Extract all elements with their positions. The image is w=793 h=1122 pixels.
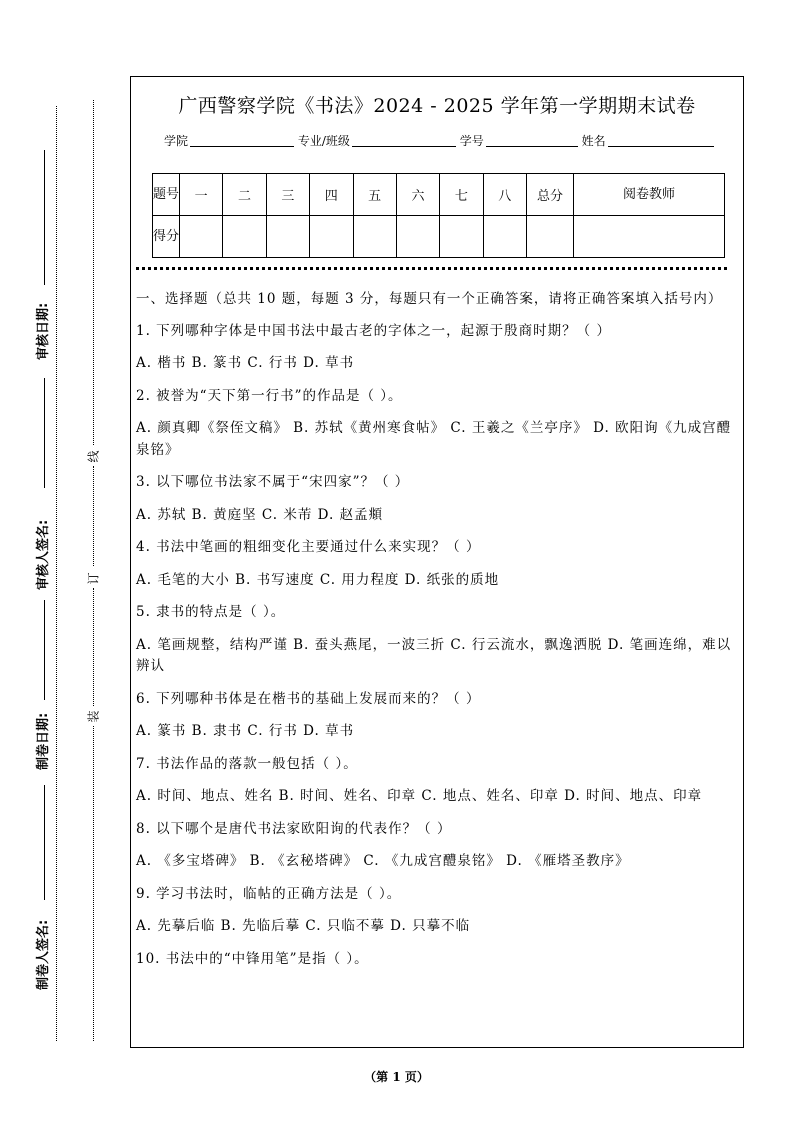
exam-title: 广西警察学院《书法》2024 - 2025 学年第一学期期末试卷 bbox=[178, 95, 696, 117]
col-grader: 阅卷教师 bbox=[574, 174, 725, 216]
college-label: 学院 bbox=[164, 134, 189, 148]
score-cell[interactable] bbox=[266, 216, 309, 258]
question-text: 6. 下列哪种书体是在楷书的基础上发展而来的？（ ） bbox=[136, 690, 481, 707]
dotted-separator bbox=[136, 267, 727, 270]
question-text: 4. 书法中笔画的粗细变化主要通过什么来实现？（ ） bbox=[136, 539, 481, 555]
questions-content bbox=[136, 289, 740, 981]
maker-date-label: 制卷日期: bbox=[36, 712, 51, 770]
score-table bbox=[152, 173, 725, 258]
col-8: 八 bbox=[483, 174, 526, 216]
question-options: A. 毛笔的大小 B. 书写速度 C. 用力程度 D. 纸张的质地 bbox=[136, 571, 500, 588]
question-options: A. 笔画规整，结构严谨 B. 蚕头燕尾，一波三折 C. 行云流水，飘逸洒脱 D. 笔画连绵，难以辨认 bbox=[136, 636, 732, 674]
col-5: 五 bbox=[353, 174, 396, 216]
score-cell[interactable] bbox=[310, 216, 353, 258]
question-options: A. 《多宝塔碑》 B. 《玄秘塔碑》 C. 《九成宫醴泉铭》 D. 《雁塔圣教序》 bbox=[136, 853, 630, 869]
col-6: 六 bbox=[396, 174, 439, 216]
score-cell[interactable] bbox=[396, 216, 439, 258]
question-options: A. 篆书 B. 隶书 C. 行书 D. 草书 bbox=[136, 723, 355, 739]
question-options: A. 楷书 B. 篆书 C. 行书 D. 草书 bbox=[136, 355, 355, 371]
col-4: 四 bbox=[310, 174, 353, 216]
name-label: 姓名 bbox=[581, 134, 606, 148]
major-class-label: 专业/班级 bbox=[297, 134, 350, 148]
score-cell[interactable] bbox=[180, 216, 223, 258]
question-text: 9. 学习书法时，临帖的正确方法是（ ）。 bbox=[136, 885, 402, 902]
score-label: 得分 bbox=[153, 216, 180, 258]
student-info-row bbox=[164, 132, 714, 149]
reviewer-sign-label: 审核人签名: bbox=[36, 519, 51, 590]
score-cell[interactable] bbox=[223, 216, 266, 258]
binding-char-order: 订 bbox=[86, 572, 101, 585]
question-text: 8. 以下哪个是唐代书法家欧阳询的代表作？（ ） bbox=[136, 820, 452, 837]
maker-sign-label: 制卷人签名: bbox=[36, 919, 51, 990]
score-table-score-row bbox=[153, 216, 725, 258]
student-id-label: 学号 bbox=[459, 134, 484, 148]
col-3: 三 bbox=[266, 174, 309, 216]
name-field[interactable] bbox=[608, 134, 714, 147]
binding-char-install: 装 bbox=[86, 710, 101, 723]
score-table-header-row bbox=[153, 174, 725, 216]
col-7: 七 bbox=[440, 174, 483, 216]
student-id-field[interactable] bbox=[486, 134, 578, 147]
col-1: 一 bbox=[180, 174, 223, 216]
binding-dotted-line-top bbox=[93, 100, 94, 445]
binding-dotted-line-mid bbox=[93, 466, 94, 566]
question-text: 10. 书法中的“中锋用笔”是指（ ）。 bbox=[136, 950, 369, 967]
binding-char-line: 线 bbox=[86, 450, 101, 463]
sidebar-dotted-line-outer bbox=[56, 106, 57, 1041]
binding-dotted-line-bottom bbox=[93, 726, 94, 1041]
binding-dotted-line-mid2 bbox=[93, 588, 94, 706]
sidebar-sign-line-4 bbox=[44, 785, 45, 900]
exam-frame bbox=[130, 76, 744, 1048]
section-heading: 一、选择题（总共 10 题，每题 3 分，每题只有一个正确答案，请将正确答案填入括号内） bbox=[136, 291, 723, 307]
question-options: A. 颜真卿《祭侄文稿》 B. 苏轼《黄州寒食帖》 C. 王羲之《兰亭序》 D. 欧阳询《九成宫醴泉铭》 bbox=[136, 420, 732, 458]
question-text: 5. 隶书的特点是（ ）。 bbox=[136, 604, 286, 620]
col-total: 总分 bbox=[527, 174, 574, 216]
question-text: 2. 被誉为“天下第一行书”的作品是（ ）。 bbox=[136, 387, 403, 404]
question-text: 3. 以下哪位书法家不属于“宋四家”？（ ） bbox=[136, 474, 410, 490]
sidebar-sign-line-1 bbox=[44, 150, 45, 285]
question-options: A. 时间、地点、姓名 B. 时间、姓名、印章 C. 地点、姓名、印章 D. 时间、地点、印章 bbox=[136, 788, 703, 804]
sidebar-sign-line-3 bbox=[44, 600, 45, 700]
college-field[interactable] bbox=[190, 134, 294, 147]
question-text: 1. 下列哪种字体是中国书法中最古老的字体之一，起源于殷商时期？（ ） bbox=[136, 322, 611, 339]
review-date-label: 审核日期: bbox=[36, 302, 51, 360]
page-number: （第 1 页） bbox=[364, 1070, 429, 1084]
question-number-label: 题号 bbox=[153, 174, 180, 216]
question-options: A. 苏轼 B. 黄庭坚 C. 米芾 D. 赵孟頫 bbox=[136, 506, 384, 523]
score-cell[interactable] bbox=[353, 216, 396, 258]
question-options: A. 先摹后临 B. 先临后摹 C. 只临不摹 D. 只摹不临 bbox=[136, 918, 471, 934]
score-cell[interactable] bbox=[440, 216, 483, 258]
col-2: 二 bbox=[223, 174, 266, 216]
question-text: 7. 书法作品的落款一般包括（ ）。 bbox=[136, 755, 358, 772]
score-cell[interactable] bbox=[527, 216, 574, 258]
major-class-field[interactable] bbox=[352, 134, 456, 147]
sidebar-sign-line-2 bbox=[44, 378, 45, 488]
score-cell[interactable] bbox=[574, 216, 725, 258]
score-cell[interactable] bbox=[483, 216, 526, 258]
